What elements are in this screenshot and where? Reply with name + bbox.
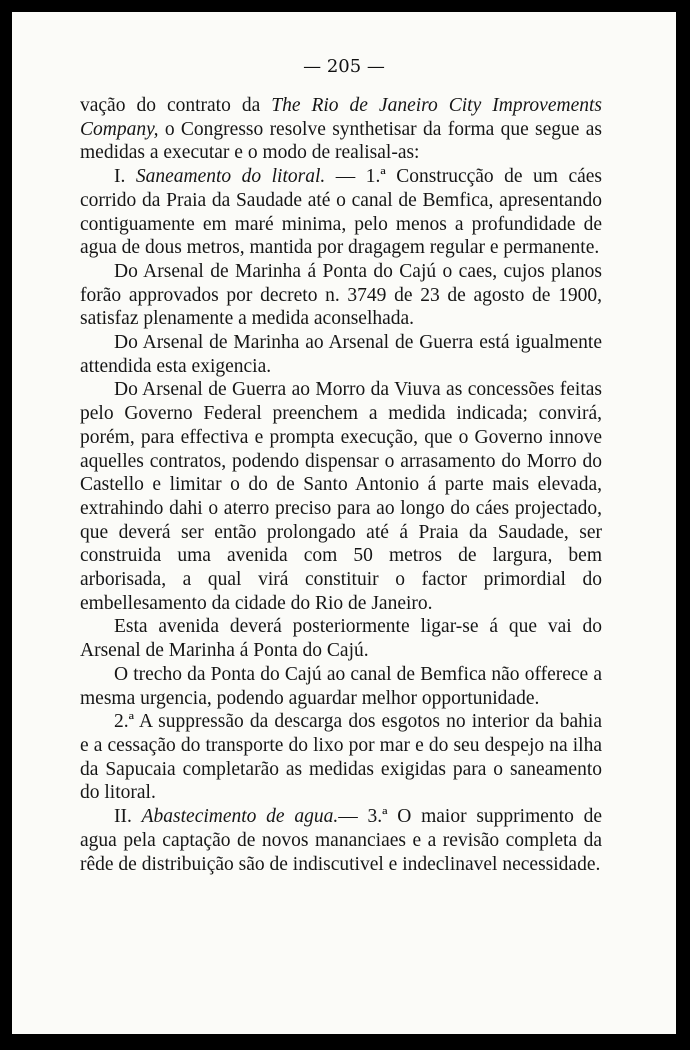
text-run: 2.ª A suppressão da descarga dos esgotos no interior da bahia e a cessação do transporte do lixo por mar e do seu despejo na ilha da Sapucaia completarão as medidas exigidas para o saneamento do litoral. (80, 711, 602, 804)
paragraph-p1 (80, 94, 602, 165)
paragraph-p7 (80, 663, 602, 710)
text-run: Do Arsenal de Guerra ao Morro da Viuva as concessões feitas pelo Governo Federal preenchem a medida indicada; convirá, porém, para effectiva e prompta execução, que o Governo innove aquelles contratos, podendo dispensar o arrasamento do Morro do Castello e limitar o do de Santo Antonio á parte mais elevada, extrahindo dahi o aterro preciso para ao longo do cáes projectado, que deverá ser então prolongado até á Praia da Saudade, ser construida uma avenida com 50 metros de largura, bem arborisada, a qual virá constituir o factor primordial do embellesamento da cidade do Rio de Janeiro. (80, 379, 602, 614)
paragraph-p5 (80, 378, 602, 615)
italic-text: Abastecimento de agua. (141, 806, 339, 828)
text-run: — 1.ª Construcção de um cáes corrido da Praia da Saudade até o canal de Bemfica, apresentando contiguamente em maré minima, pelo menos a profundidade de agua de dous metros, mantida por dragagem regular e permanente. (80, 166, 602, 259)
text-run: Do Arsenal de Marinha á Ponta do Cajú o caes, cujos planos forão approvados por decreto n. 3749 de 23 de agosto de 1900, satisfaz plenamente a medida aconselhada. (80, 260, 602, 330)
paragraph-p6 (80, 615, 602, 662)
paragraph-p9 (80, 805, 602, 876)
paragraph-p2 (80, 165, 602, 260)
text-run: — 3.ª O maior supprimento de agua pela captação de novos mananciaes e a revisão completa da rêde de distribuição são de indiscutivel e indeclinavel necessidade. (80, 806, 602, 875)
paragraph-p4 (80, 331, 602, 378)
text-run: Esta avenida deverá posteriormente ligar-se á que vai do Arsenal de Marinha á Ponta do Cajú. (80, 616, 602, 662)
text-run: Do Arsenal de Marinha ao Arsenal de Guerra está igualmente attendida esta exigencia. (80, 332, 602, 377)
text-run: I. (114, 166, 136, 188)
text-run: vação do contrato da (80, 95, 272, 116)
text-run: o Congresso resolve synthetisar da forma que segue as medidas a executar e o modo de realisal-as: (80, 118, 602, 164)
paragraph-p3 (80, 260, 602, 331)
italic-text: Saneamento do litoral. (135, 166, 326, 188)
text-run: O trecho da Ponta do Cajú ao canal de Bemfica não offerece a mesma urgencia, podendo aguardar melhor opportunidade. (80, 663, 602, 709)
page-number: — 205 — (303, 56, 385, 77)
paragraph-p8 (80, 710, 602, 805)
book-page (12, 12, 676, 1034)
body-text (80, 94, 602, 876)
italic-text: The Rio de Janeiro City Improvements Company, (80, 95, 602, 140)
text-run: II. (114, 806, 142, 828)
